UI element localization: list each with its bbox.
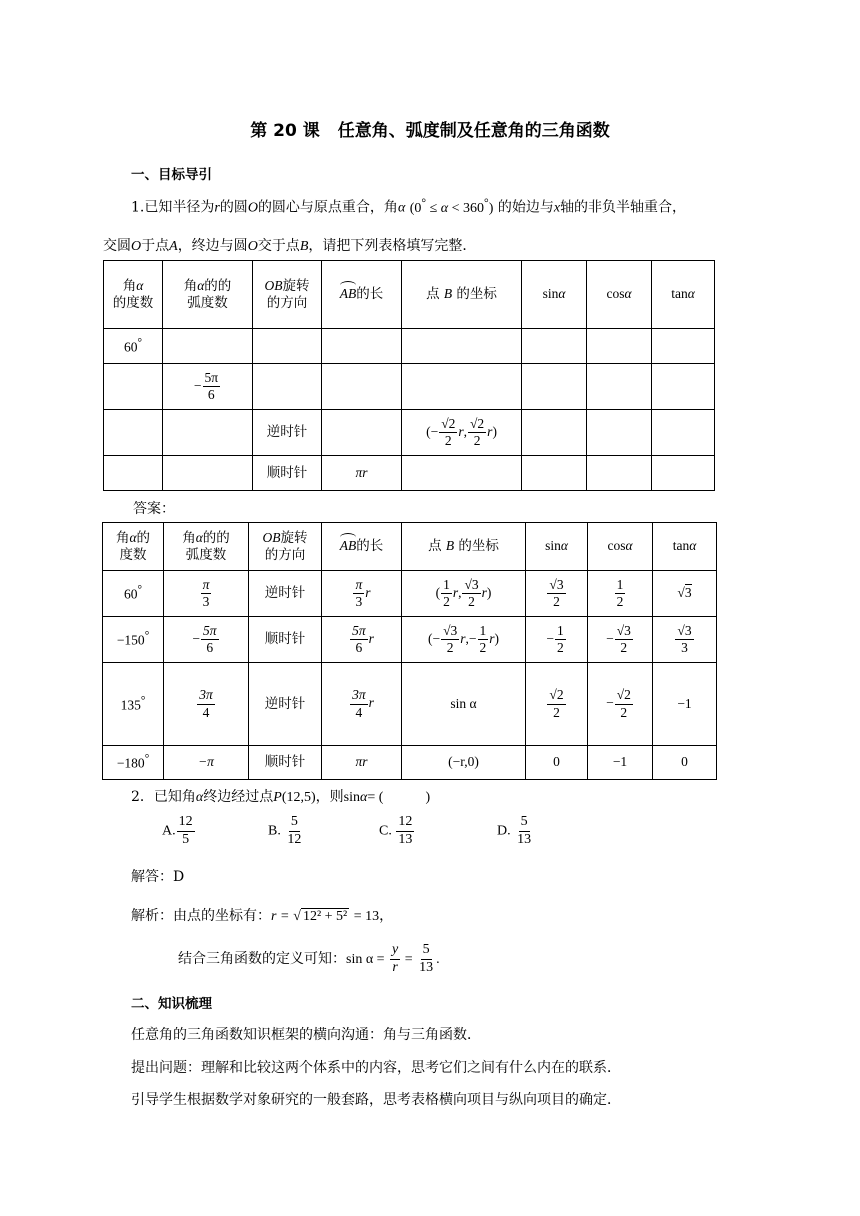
analysis-line: 解析：由点的坐标有：r = √ 12² + 5² = 13， <box>131 908 394 924</box>
paragraph-3: 引导学生根据数学对象研究的一般套路，思考表格横向项目与纵向项目的确定． <box>131 1092 621 1108</box>
table-row: −150° − $\frac{5\pi}{6}$ 顺时针 $\frac{5\pi}{6}$ r (− $\frac{√3}{2}$ r,− $\frac{1}{2}$ r) − $\frac{1}{2}$ − $\frac{√3}{2}$ $\frac{√3}{3}$ <box>103 617 717 663</box>
fill-in-table <box>103 260 715 491</box>
header-point-b: 点 B 的坐标 <box>402 261 522 329</box>
section-heading-goals: 一、目标导引 <box>131 167 212 183</box>
header-angle-degree: 角α 的度数 <box>104 261 163 329</box>
section-heading-knowledge: 二、知识梳理 <box>131 996 212 1012</box>
question-1-line-1: 1.已知半径为r的圆O的圆心与原点重合，角α (0° ≤ α < 360°) 的始边与x轴的非负半轴重合， <box>131 196 687 216</box>
table-row: 60° $\frac{\pi}{3}$ 逆时针 $\frac{\pi}{3}$ r ( $\frac{1}{2}$ r, $\frac{√3}{2}$ r) $\frac{√3}{2}$ $\frac{1}{2}$ √3 <box>103 571 717 617</box>
table-row: − $\frac{5\pi}{6}$ <box>104 364 715 410</box>
answer-label: 答案： <box>133 501 175 517</box>
question-1-line-2: 交圆O于点A，终边与圆O交于点B，请把下列表格填写完整． <box>103 238 477 254</box>
page-title: 第 20 课 任意角、弧度制及任意角的三角函数 <box>250 121 610 141</box>
table-header-row: 角α的 度数 角α的的 弧度数 OB旋转 的方向 AB的长 点 B 的坐标 sinα cosα tanα <box>103 523 717 571</box>
paragraph-2: 提出问题：理解和比较这两个体系中的内容，思考它们之间有什么内在的联系． <box>131 1060 621 1076</box>
option-d: D. $\frac{5}{13}$ <box>497 814 532 847</box>
option-a: A. $\frac{12}{5}$ <box>162 814 193 847</box>
table-row: 60° <box>104 329 715 364</box>
answer-line: 解答：D <box>131 869 185 885</box>
header-rotation: OB旋转 的方向 <box>253 261 322 329</box>
definition-line: 结合三角函数的定义可知：sin α = $\frac{y}{r}$ = $\frac{5}{13}$ . <box>178 942 440 975</box>
table-row: −180° −π 顺时针 πr (−r,0) 0 −1 0 <box>103 746 717 780</box>
option-b: B. $\frac{5}{12}$ <box>268 814 302 847</box>
table-row: 逆时针 (− $\frac{√2}{2}$ r, $\frac{√2}{2}$ r) <box>104 410 715 456</box>
header-tan: tanα <box>652 261 715 329</box>
table-header-row <box>104 261 715 329</box>
table-row: 135° $\frac{3\pi}{4}$ 逆时针 $\frac{3\pi}{4}$ r sin α $\frac{√2}{2}$ − $\frac{√2}{2}$ −1 <box>103 663 717 746</box>
table-row: 顺时针 πr <box>104 456 715 491</box>
header-arc-length: AB的长 <box>322 261 402 329</box>
header-angle-radian: 角α的的 弧度数 <box>163 261 253 329</box>
answer-table <box>102 522 717 780</box>
header-sin: sinα <box>522 261 587 329</box>
option-c: C. $\frac{12}{13}$ <box>379 814 413 847</box>
header-cos: cosα <box>587 261 652 329</box>
paragraph-1: 任意角的三角函数知识框架的横向沟通：角与三角函数． <box>131 1027 481 1043</box>
question-2-stem: 2．已知角α终边经过点P(12,5)，则sinα= ( ) <box>131 789 431 805</box>
